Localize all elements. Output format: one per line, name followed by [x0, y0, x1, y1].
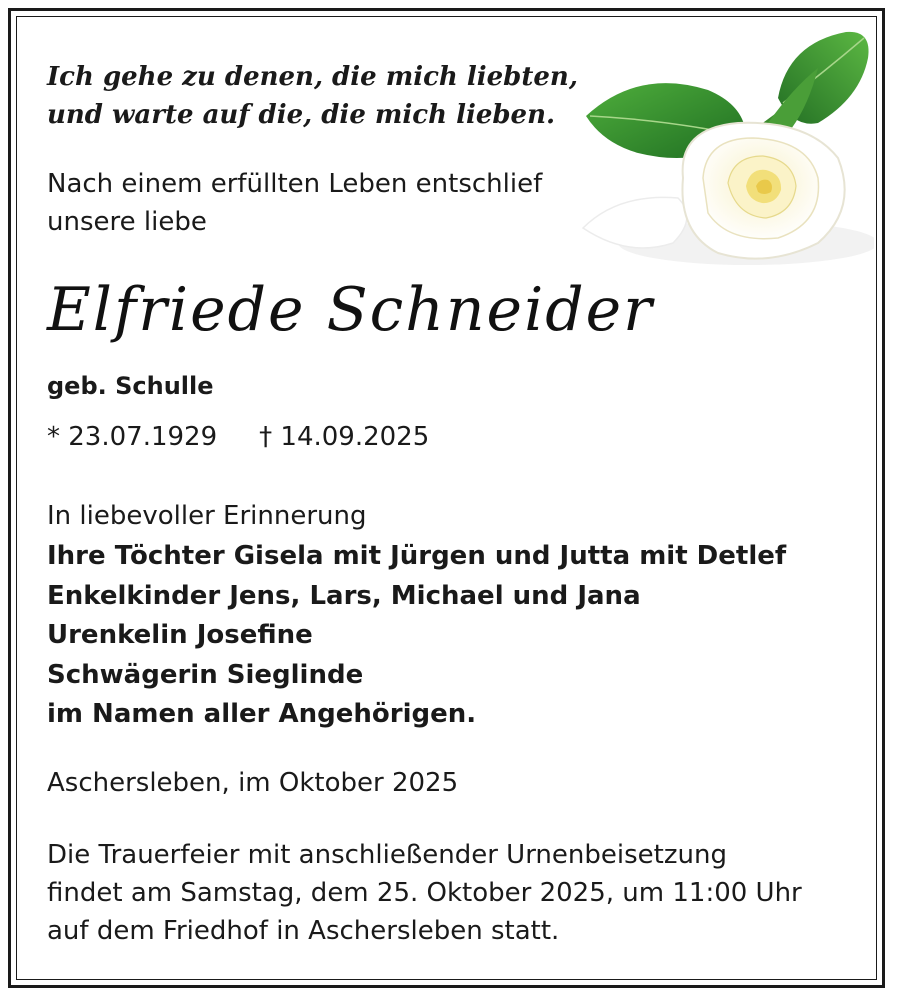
mourners-list: [47, 537, 786, 735]
mourner-line: Urenkelin Josefine: [47, 620, 313, 650]
birth-date: * 23.07.1929: [47, 422, 218, 452]
intro-line-2: unsere liebe: [47, 207, 207, 237]
deceased-name: Elfriede Schneider: [47, 275, 654, 345]
maiden-name: geb. Schulle: [47, 372, 214, 400]
mourner-line: Ihre Töchter Gisela mit Jürgen und Jutta mit Detlef: [47, 541, 787, 571]
place-and-date: Aschersleben, im Oktober 2025: [47, 768, 459, 798]
white-rose-icon: [578, 28, 874, 278]
ceremony-line-2: findet am Samstag, dem 25. Oktober 2025, um 11:00 Uhr: [47, 878, 802, 908]
ceremony-line-1: Die Trauerfeier mit anschließender Urnenbeisetzung: [47, 840, 727, 870]
mourner-line: im Namen aller Angehörigen.: [47, 699, 477, 729]
death-date: † 14.09.2025: [259, 422, 430, 452]
motto-line-2: und warte auf die, die mich lieben.: [47, 100, 556, 130]
intro-text: [47, 165, 542, 241]
remembrance-intro: In liebevoller Erinnerung: [47, 501, 367, 531]
mourner-line: Schwägerin Sieglinde: [47, 659, 364, 690]
mourner-line: Enkelkinder Jens, Lars, Michael und Jana: [47, 580, 641, 611]
life-dates: [47, 418, 429, 456]
motto-quote: [47, 58, 578, 134]
intro-line-1: Nach einem erfüllten Leben entschlief: [47, 169, 543, 199]
ceremony-info: [47, 836, 802, 950]
motto-line-1: Ich gehe zu denen, die mich liebten,: [47, 62, 578, 92]
ceremony-line-3: auf dem Friedhof in Aschersleben statt.: [47, 916, 560, 946]
